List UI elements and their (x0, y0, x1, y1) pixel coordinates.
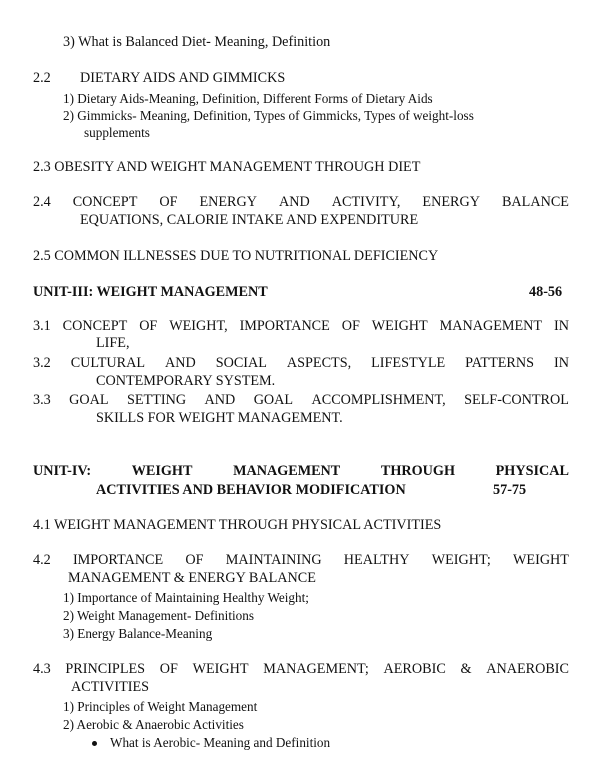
section-heading-continuation: ACTIVITIES (71, 679, 150, 695)
list-item: What is Aerobic- Meaning and Definition (110, 735, 331, 750)
section-heading: 3.1 CONCEPT OF WEIGHT, IMPORTANCE OF WEIGHT MANAGEMENT IN (33, 318, 569, 334)
unit-heading: UNIT-IV: WEIGHT MANAGEMENT THROUGH PHYSICAL (33, 463, 569, 479)
section-heading: DIETARY AIDS AND GIMMICKS (80, 70, 286, 86)
section-heading: 3.3 GOAL SETTING AND GOAL ACCOMPLISHMENT, SELF-CONTROL (33, 392, 569, 408)
list-item-continuation: supplements (84, 125, 150, 140)
section-heading-continuation: LIFE, (96, 335, 130, 351)
unit-heading: UNIT-III: WEIGHT MANAGEMENT (33, 284, 268, 300)
unit-page-range: 57-75 (493, 482, 527, 498)
list-item: 1) Importance of Maintaining Healthy Weight; (63, 590, 309, 605)
section-heading-continuation: MANAGEMENT & ENERGY BALANCE (68, 570, 316, 586)
section-heading-continuation: CONTEMPORARY SYSTEM. (96, 373, 276, 389)
unit-heading-continuation: ACTIVITIES AND BEHAVIOR MODIFICATION (96, 482, 406, 498)
list-item: 2) Gimmicks- Meaning, Definition, Types of Gimmicks, Types of weight-loss (63, 108, 474, 123)
section-heading: 4.3 PRINCIPLES OF WEIGHT MANAGEMENT; AEROBIC & ANAEROBIC (33, 661, 569, 677)
bullet-icon (92, 741, 97, 746)
list-item: 1) Dietary Aids-Meaning, Definition, Different Forms of Dietary Aids (63, 91, 433, 106)
section-heading: 2.3 OBESITY AND WEIGHT MANAGEMENT THROUGH DIET (33, 159, 421, 175)
unit-page-range: 48-56 (529, 284, 563, 300)
list-item: 2) Aerobic & Anaerobic Activities (63, 717, 244, 732)
list-item: 2) Weight Management- Definitions (63, 608, 254, 623)
list-item: 3) Energy Balance-Meaning (63, 626, 213, 641)
section-heading: 3.2 CULTURAL AND SOCIAL ASPECTS, LIFESTYLE PATTERNS IN (33, 355, 569, 371)
section-heading-continuation: EQUATIONS, CALORIE INTAKE AND EXPENDITURE (80, 212, 419, 228)
list-item: 3) What is Balanced Diet- Meaning, Definition (63, 34, 331, 50)
section-heading: 4.1 WEIGHT MANAGEMENT THROUGH PHYSICAL ACTIVITIES (33, 517, 442, 533)
list-item: 1) Principles of Weight Management (63, 699, 258, 714)
section-heading: 2.5 COMMON ILLNESSES DUE TO NUTRITIONAL DEFICIENCY (33, 248, 439, 264)
section-heading: 2.4 CONCEPT OF ENERGY AND ACTIVITY, ENERGY BALANCE (33, 194, 569, 210)
section-heading: 4.2 IMPORTANCE OF MAINTAINING HEALTHY WEIGHT; WEIGHT (33, 552, 569, 568)
section-heading-continuation: SKILLS FOR WEIGHT MANAGEMENT. (96, 410, 343, 426)
section-number: 2.2 (33, 70, 51, 86)
